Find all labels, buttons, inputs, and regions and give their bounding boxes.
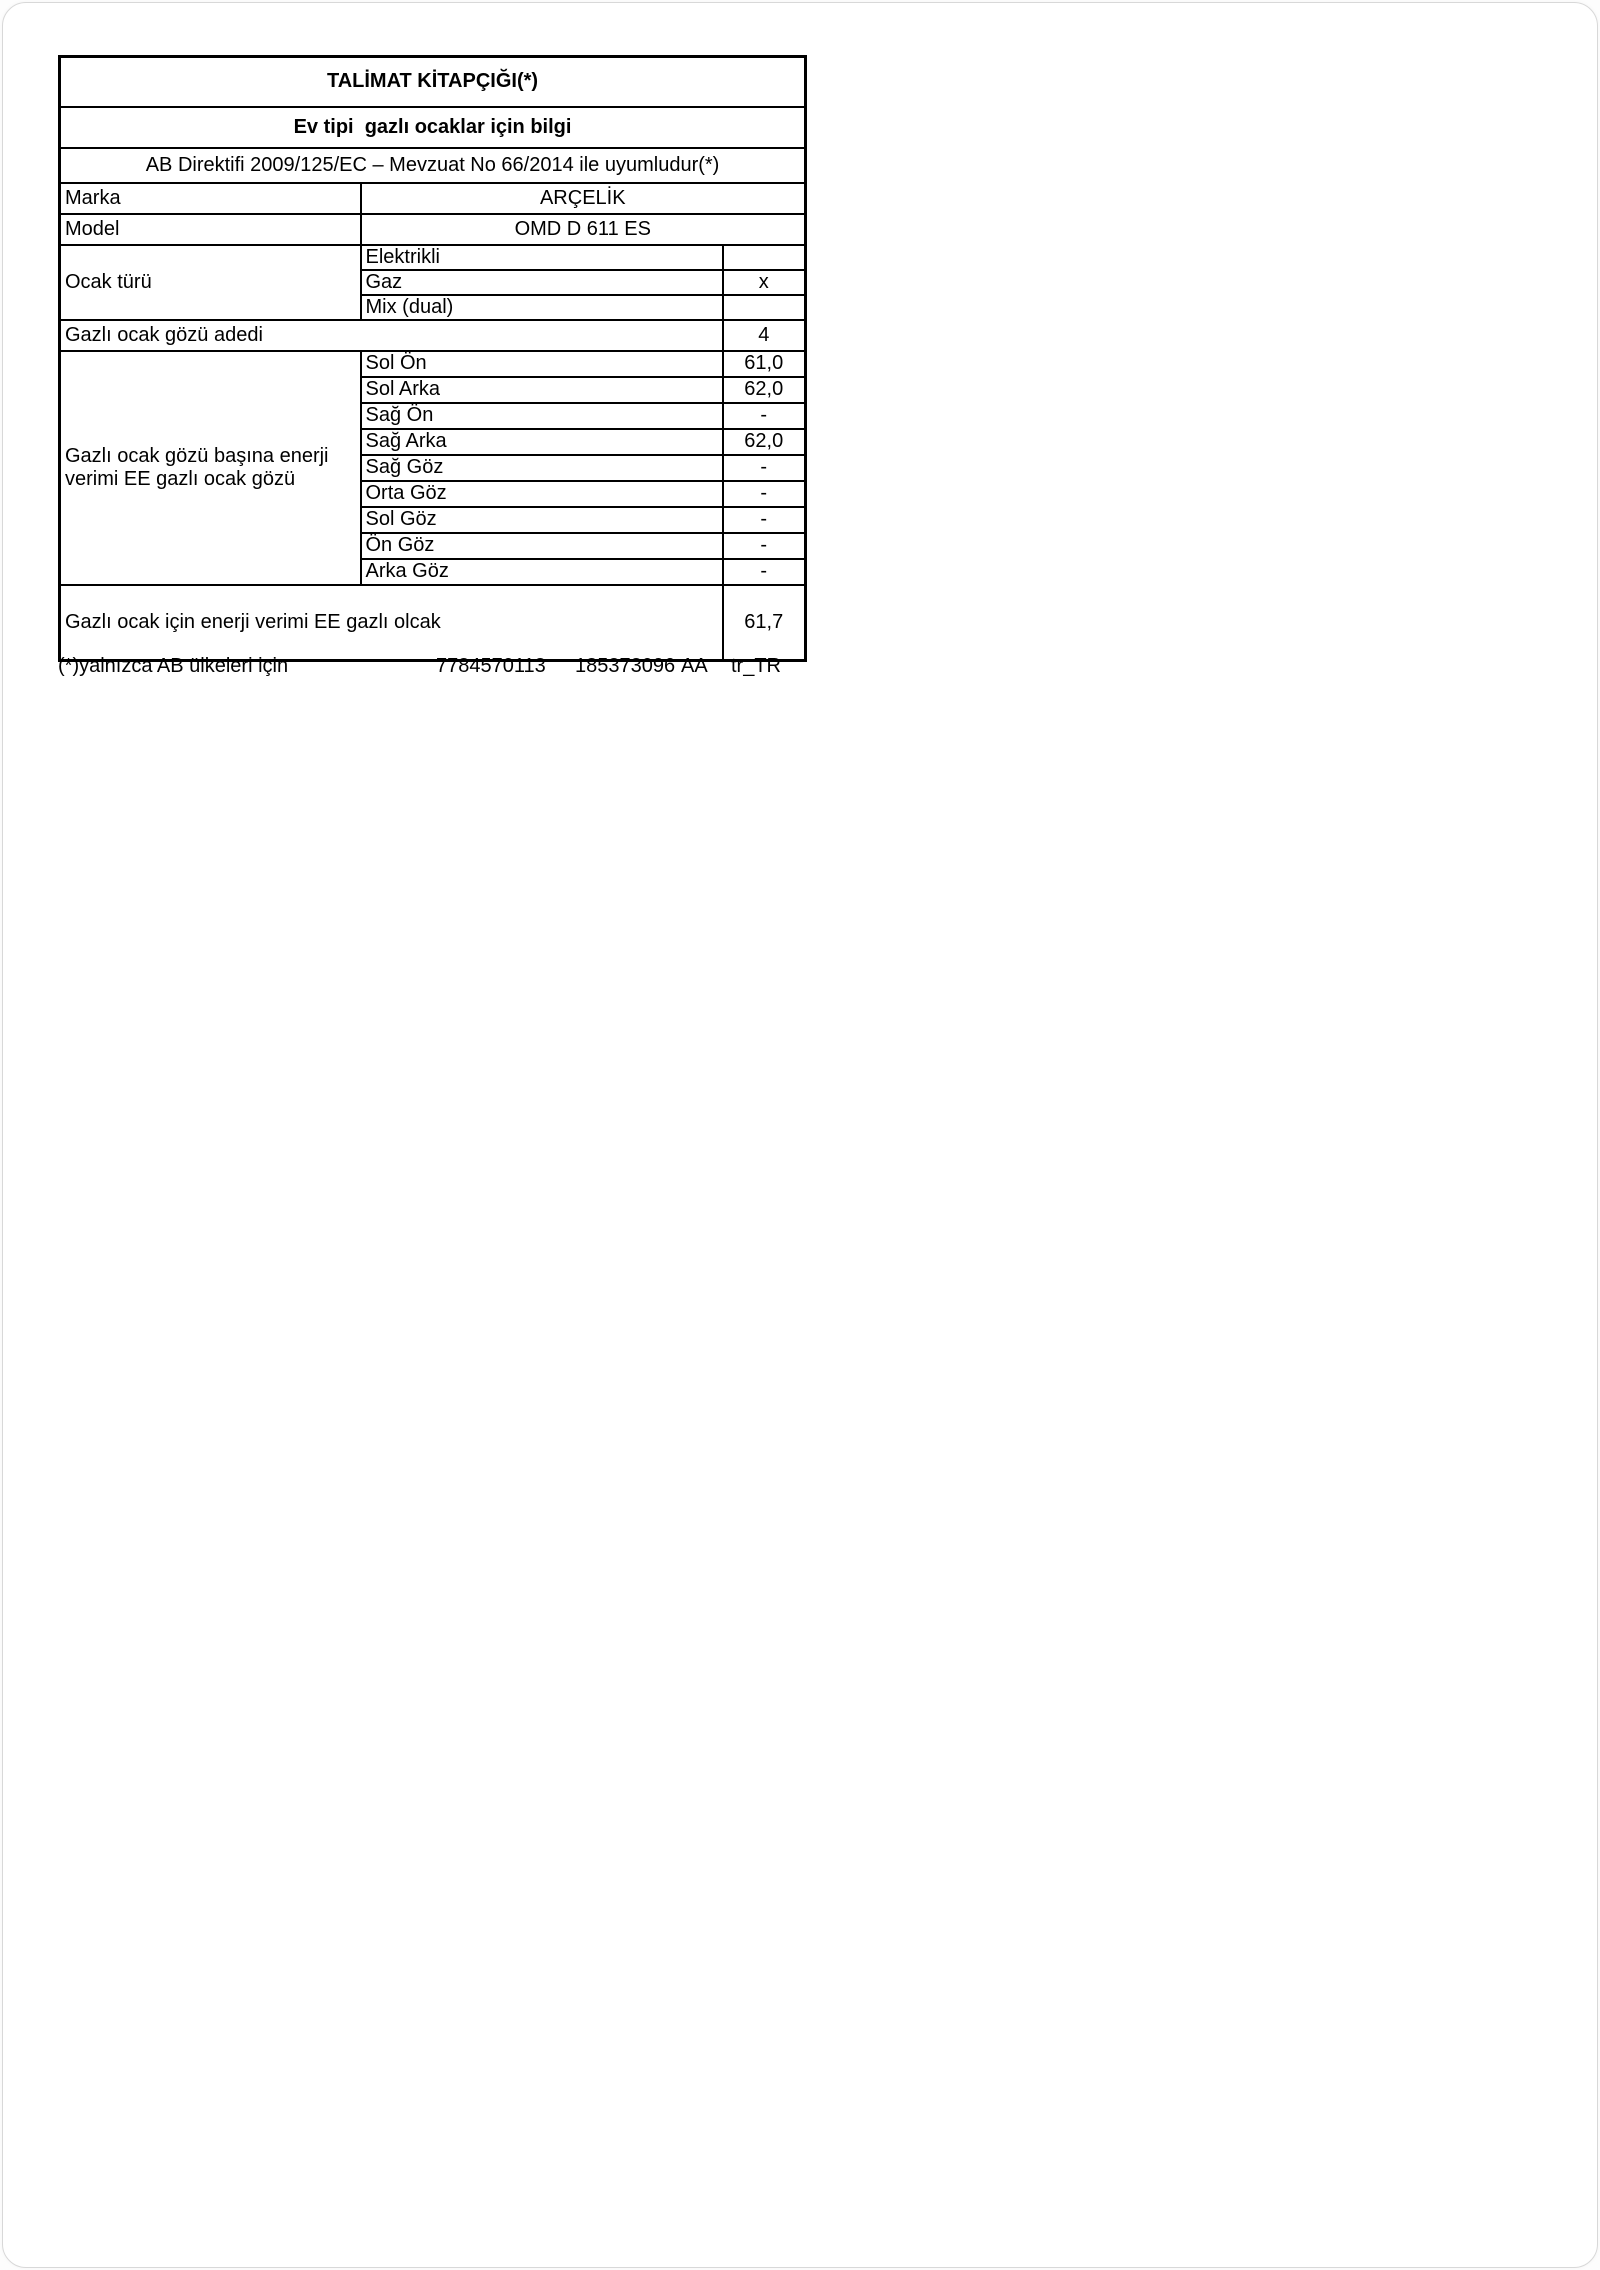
document-subtitle: Ev tipi gazlı ocaklar için bilgi <box>60 107 806 148</box>
burner-efficiency-value: 62,0 <box>723 429 806 455</box>
brand-label: Marka <box>60 183 361 214</box>
burner-position-label: Sol Arka <box>361 377 723 403</box>
hob-type-option-label: Gaz <box>361 270 723 295</box>
burner-position-label: Sol Ön <box>361 351 723 377</box>
hob-type-option-label: Elektrikli <box>361 245 723 270</box>
overall-efficiency-value: 61,7 <box>723 585 806 661</box>
footer-document-code: 7784570113 <box>436 655 546 677</box>
hob-type-option-value <box>723 295 806 320</box>
burner-position-label: Ön Göz <box>361 533 723 559</box>
burner-efficiency-value: - <box>723 533 806 559</box>
burner-count-label: Gazlı ocak gözü adedi <box>60 320 723 351</box>
model-label: Model <box>60 214 361 245</box>
footer-revision-code: AA <box>681 655 708 677</box>
footer-locale-code: tr_TR <box>731 655 781 677</box>
efficiency-per-burner-label: Gazlı ocak gözü başına enerji verimi EE gazlı ocak gözü <box>60 351 361 585</box>
burner-count-value: 4 <box>723 320 806 351</box>
model-row <box>60 214 806 245</box>
burner-position-label: Sol Göz <box>361 507 723 533</box>
overall-efficiency-label: Gazlı ocak için enerji verimi EE gazlı olcak <box>60 585 723 661</box>
burner-efficiency-value: - <box>723 481 806 507</box>
burner-efficiency-value: 61,0 <box>723 351 806 377</box>
burner-position-label: Sağ Arka <box>361 429 723 455</box>
burner-position-label: Orta Göz <box>361 481 723 507</box>
burner-position-label: Arka Göz <box>361 559 723 585</box>
directive-text: AB Direktifi 2009/125/EC – Mevzuat No 66/2014 ile uyumludur(*) <box>60 148 806 183</box>
footer-line <box>3 655 1597 681</box>
footer-part-number: 185373096 <box>575 655 676 677</box>
hob-type-option-value: x <box>723 270 806 295</box>
hob-type-label: Ocak türü <box>60 245 361 320</box>
burner-efficiency-value: - <box>723 507 806 533</box>
burner-efficiency-value: - <box>723 559 806 585</box>
product-info-table <box>58 55 807 662</box>
brand-value: ARÇELİK <box>361 183 806 214</box>
burner-efficiency-value: 62,0 <box>723 377 806 403</box>
document-page <box>2 2 1598 2268</box>
brand-row <box>60 183 806 214</box>
burner-efficiency-value: - <box>723 455 806 481</box>
directive-row <box>60 148 806 183</box>
title-row <box>60 57 806 107</box>
burner-count-row <box>60 320 806 351</box>
hob-type-option-value <box>723 245 806 270</box>
hob-type-option-label: Mix (dual) <box>361 295 723 320</box>
overall-efficiency-row <box>60 585 806 661</box>
document-title: TALİMAT KİTAPÇIĞI(*) <box>60 57 806 107</box>
model-value: OMD D 611 ES <box>361 214 806 245</box>
burner-efficiency-value: - <box>723 403 806 429</box>
efficiency-row-sol-on <box>60 351 806 377</box>
burner-position-label: Sağ Göz <box>361 455 723 481</box>
footer-note: (*)yalnızca AB ülkeleri için <box>58 655 289 677</box>
burner-position-label: Sağ Ön <box>361 403 723 429</box>
subtitle-row <box>60 107 806 148</box>
hob-type-row-electric <box>60 245 806 270</box>
